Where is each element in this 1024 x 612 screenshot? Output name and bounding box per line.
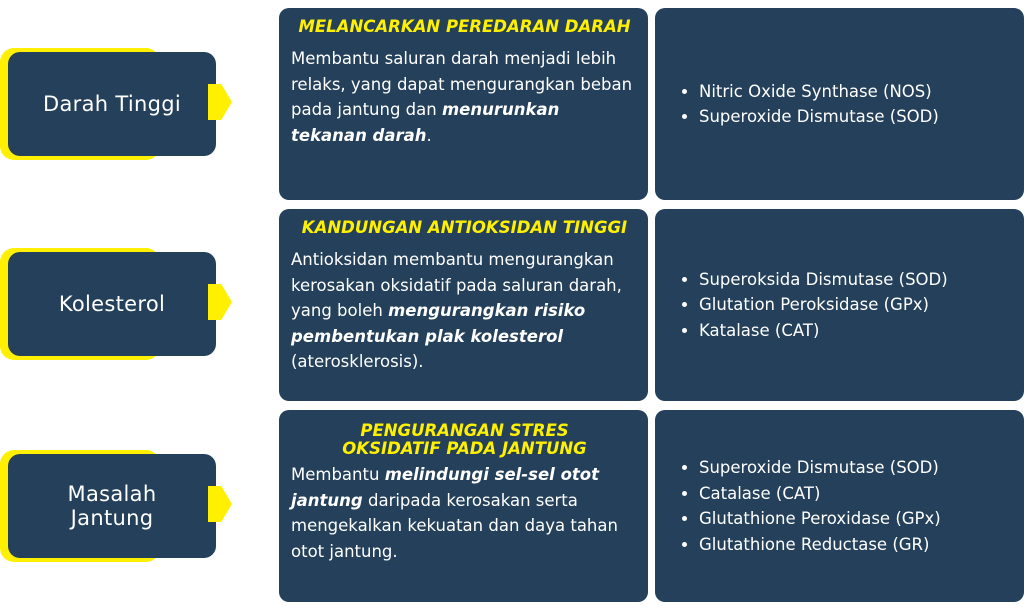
enzyme-panel (655, 209, 1024, 401)
benefit-description (291, 462, 638, 564)
enzyme-item: • Glutathione Peroxidase (GPx) (699, 506, 941, 532)
benefit-text: Membantu saluran darah menjadi lebih relaks, yang dapat mengurangkan beban pada jantung dan (291, 49, 633, 119)
benefit-title: KANDUNGAN ANTIOKSIDAN TINGGI (301, 218, 628, 237)
benefit-description (291, 247, 638, 375)
condition-label-wrap (0, 248, 232, 360)
benefit-panel (279, 410, 648, 602)
benefit-emphasis: menurunkan tekanan darah (291, 100, 560, 145)
enzyme-list (655, 79, 939, 130)
condition-label-text: Kolesterol (58, 292, 166, 316)
arrow-right-icon (208, 284, 232, 320)
arrow-right-icon (208, 486, 232, 522)
condition-label-text: Masalah Jantung (67, 482, 157, 530)
enzyme-item: • Superoxide Dismutase (SOD) (699, 455, 941, 481)
enzyme-list (655, 455, 941, 557)
benefit-emphasis: mengurangkan risiko pembentukan plak kolesterol (291, 301, 586, 346)
benefit-text: Membantu (291, 465, 385, 484)
enzyme-item: • Katalase (CAT) (699, 318, 948, 344)
benefit-text: Antioksidan membantu mengurangkan kerosakan oksidatif pada saluran darah, yang boleh (291, 250, 622, 320)
enzyme-item: • Superoxide Dismutase (SOD) (699, 104, 939, 130)
benefit-title: MELANCARKAN PEREDARAN DARAH (298, 17, 631, 36)
condition-label-text: Darah Tinggi (43, 92, 181, 116)
benefit-panel (279, 209, 648, 401)
enzyme-panel (655, 8, 1024, 200)
arrow-right-icon (208, 84, 232, 120)
benefit-text-end: daripada kerosakan serta mengekalkan kekuatan dan daya tahan otot jantung. (291, 490, 618, 561)
enzyme-item: • Glutathione Reductase (GR) (699, 532, 941, 558)
benefit-panel (279, 8, 648, 200)
enzyme-list (655, 267, 948, 344)
enzyme-item: • Nitric Oxide Synthase (NOS) (699, 79, 939, 105)
condition-label (8, 252, 216, 356)
enzyme-item: • Glutation Peroksidase (GPx) (699, 292, 948, 318)
benefit-text-end: (aterosklerosis). (291, 352, 424, 371)
benefit-emphasis: melindungi sel-sel otot jantung (291, 465, 600, 510)
condition-label-wrap (0, 48, 232, 160)
enzyme-panel (655, 410, 1024, 602)
condition-label (8, 52, 216, 156)
enzyme-item: • Superoksida Dismutase (SOD) (699, 267, 948, 293)
benefit-description (291, 46, 638, 148)
benefit-title: PENGURANGAN STRES OKSIDATIF PADA JANTUNG (342, 421, 587, 458)
benefit-text-end: . (426, 125, 432, 145)
enzyme-item: • Catalase (CAT) (699, 481, 941, 507)
condition-label (8, 454, 216, 558)
condition-label-wrap (0, 450, 232, 562)
